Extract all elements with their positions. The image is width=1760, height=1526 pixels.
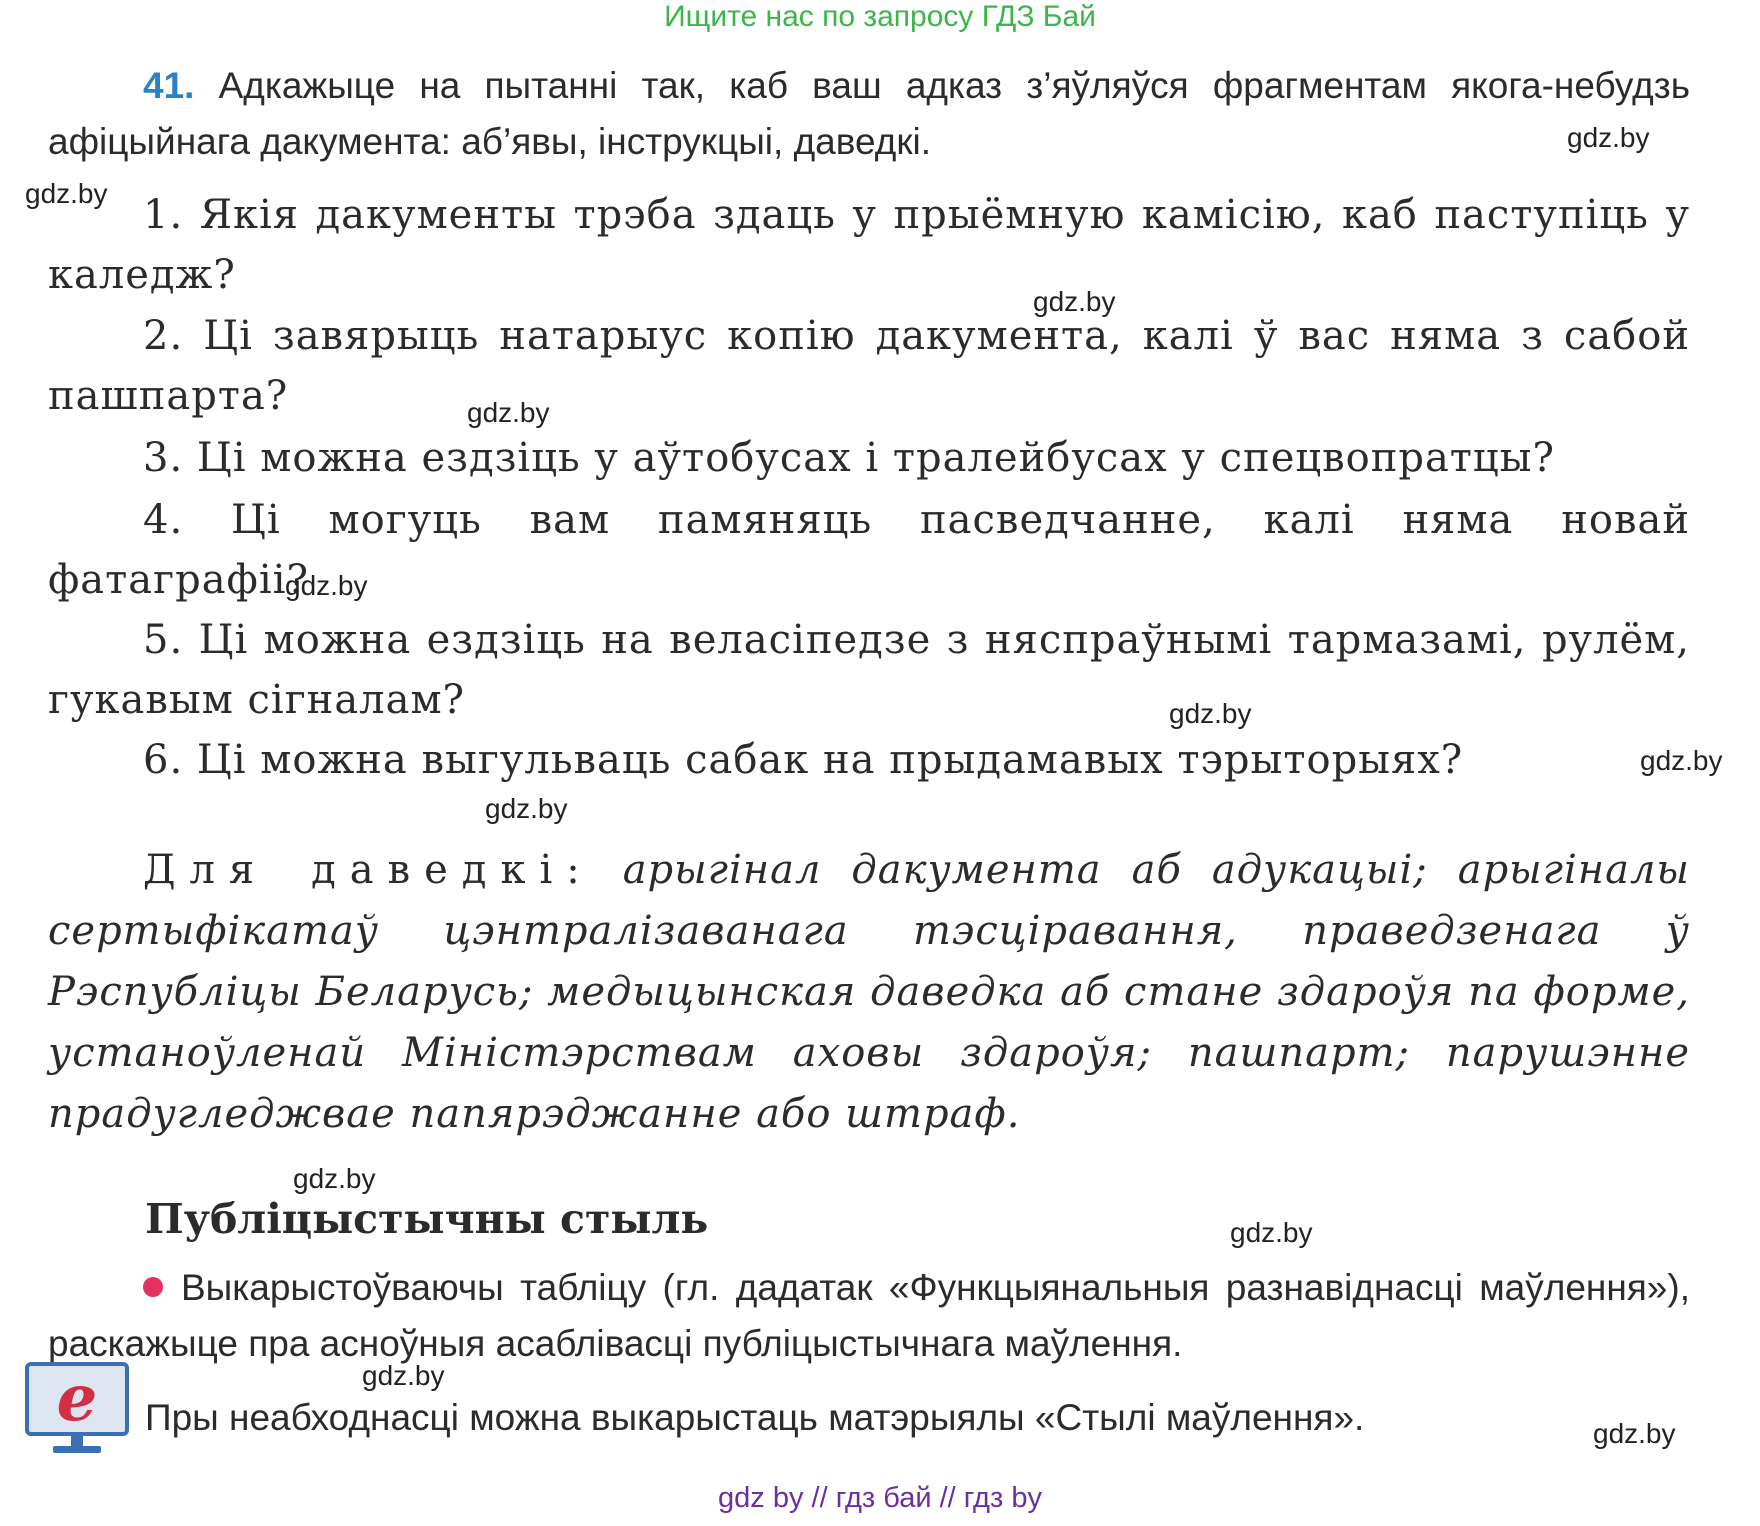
- question-3: 3. Ці можна ездзіць у аўтобусах і тралейбусах у спецвопратцы?: [143, 435, 1555, 481]
- watermark: gdz.by: [485, 793, 568, 824]
- bullet-icon: [143, 1277, 163, 1297]
- bullet-paragraph: [48, 1260, 1690, 1372]
- watermark: gdz.by: [1567, 122, 1650, 153]
- question-5: 5. Ці можна ездзіць на веласіпедзе з няспраўнымі тармазамі, рулём, гукавым сігналам?: [48, 617, 1690, 723]
- watermark: gdz.by: [25, 178, 108, 209]
- question-2: 2. Ці завярыць натарыус копію дакумента, калі ў вас няма з сабой пашпарта?: [48, 313, 1690, 419]
- svg-text:e: e: [56, 1362, 98, 1436]
- watermark: gdz.by: [467, 397, 550, 428]
- task-text: Адкажыце на пытанні так, каб ваш адказ з’яўляўся фрагментам якога-небудзь афіцыйнага дакумента: аб’явы, інструкцыі, даведкі.: [48, 65, 1690, 162]
- watermark: gdz.by: [293, 1163, 376, 1194]
- task-number: 41.: [143, 65, 195, 106]
- watermark: gdz.by: [1640, 745, 1723, 776]
- footer-watermark[interactable]: gdz by // гдз бай // гдз by: [718, 1482, 1042, 1514]
- reference-block: [48, 840, 1690, 1145]
- task-instruction: [48, 58, 1690, 170]
- watermark: gdz.by: [362, 1360, 445, 1391]
- watermark: gdz.by: [1169, 698, 1252, 729]
- question-6: 6. Ці можна выгульваць сабак на прыдамавых тэрыторыях?: [143, 737, 1464, 783]
- watermark: gdz.by: [1230, 1217, 1313, 1248]
- electronic-resource-icon[interactable]: [25, 1362, 129, 1456]
- question-1: 1. Якія дакументы трэба здаць у прыёмную камісію, каб паступіць у каледж?: [48, 192, 1690, 298]
- watermark: gdz.by: [285, 570, 368, 601]
- section-heading: Публіцыстычны стыль: [145, 1195, 709, 1243]
- bullet-text: Выкарыстоўваючы табліцу (гл. дадатак «Функцыянальныя разнавіднасці маўлення»), раскажыце пра асноўныя асаблівасці публіцыстычнага маўлення.: [48, 1267, 1690, 1364]
- watermark: gdz.by: [1033, 286, 1116, 317]
- question-4: 4. Ці могуць вам памяняць пасведчанне, калі няма новай фатаграфіі?: [48, 497, 1690, 603]
- reference-label: Для даведкі:: [143, 847, 594, 893]
- e-resource-text: Пры неабходнасці можна выкарыстаць матэрыялы «Стылі маўлення».: [145, 1397, 1365, 1438]
- top-banner[interactable]: Ищите нас по запросу ГДЗ Бай: [664, 0, 1096, 33]
- watermark: gdz.by: [1593, 1418, 1676, 1449]
- reference-text: арыгінал дакумента аб адукацыі; арыгіналы сертыфікатаў цэнтралізаванага тэсціравання, праведзенага ў Рэспубліцы Беларусь; медыцынская даведка аб стане здароўя па форме, устаноўленай Міністэрствам аховы здароўя; пашпарт; парушэнне прадугледжвае папярэджанне або штраф.: [48, 847, 1691, 1137]
